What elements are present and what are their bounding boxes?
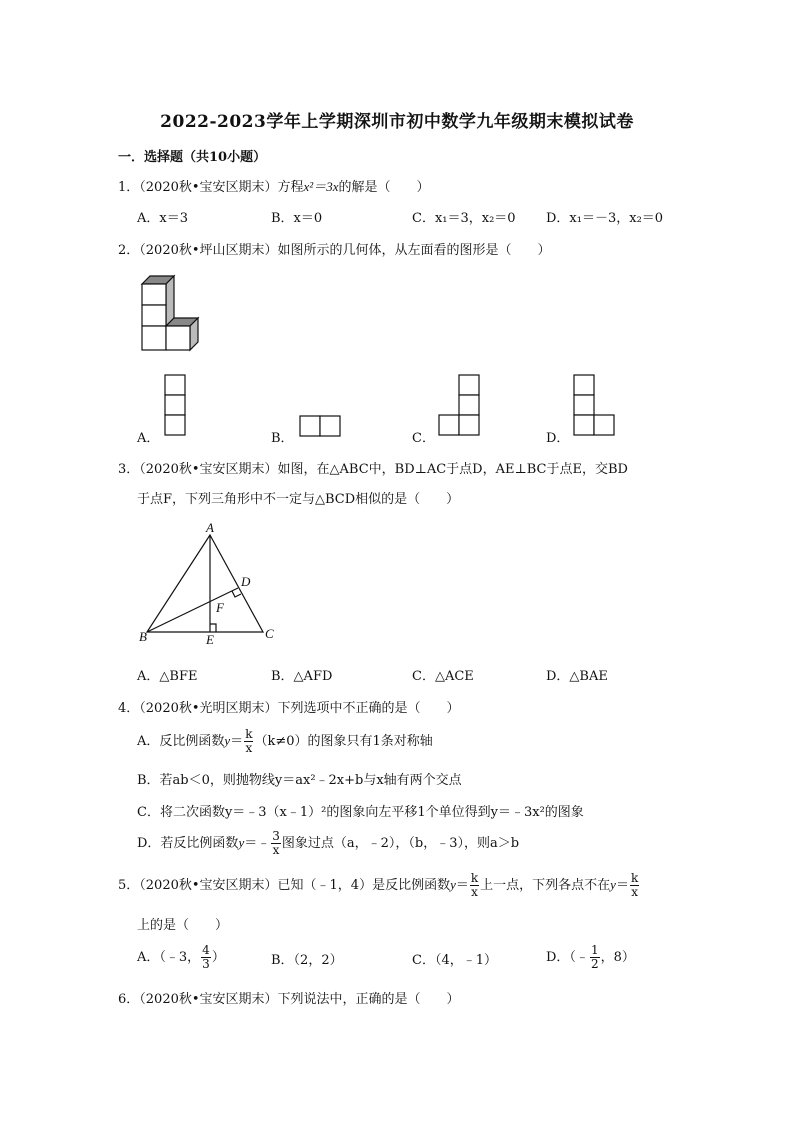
q3-triangle-figure: [135, 520, 285, 650]
q2-option-a-figure: [165, 375, 187, 437]
label-f: F: [216, 600, 224, 615]
q5-option-b: B．（2，2）: [271, 953, 343, 968]
label-a: A: [206, 520, 214, 535]
question-3-stem-line2: 于点F，下列三角形中不一定与△BCD相似的是（ ）: [137, 492, 460, 507]
question-5-stem-line2: 上的是（ ）: [137, 918, 229, 933]
q1-option-b: B．x＝0: [271, 211, 323, 226]
label-e: E: [206, 632, 214, 647]
q2-option-c: C．: [412, 431, 435, 446]
q3-option-b: B．△AFD: [271, 669, 333, 684]
q5-option-c: C．（4，﹣1）: [412, 953, 497, 968]
q1-equation: x²＝3x: [303, 179, 339, 194]
q2-option-b-figure: [300, 416, 344, 438]
q2-option-a: A．: [137, 431, 160, 446]
q3-option-c: C．△ACE: [412, 669, 474, 684]
q4-option-c: C．将二次函数y＝﹣3（x﹣1）²的图象向左平移1个单位得到y＝﹣3x²的图象: [137, 805, 584, 820]
section-heading: 一．选择题（共10小题）: [118, 150, 267, 165]
q5-option-a: A．（﹣3， $\frac{4}{3}$ ）: [137, 943, 225, 971]
q4-option-b: B．若ab＜0，则抛物线y＝ax²﹣2x+b与x轴有两个交点: [137, 773, 462, 788]
q1-option-a: A．x＝3: [137, 211, 188, 226]
question-6-stem: 6．（2020秋•宝安区期末）下列说法中，正确的是（ ）: [118, 992, 460, 1007]
q2-option-d-figure: [574, 375, 618, 437]
q2-option-c-figure: [439, 375, 483, 437]
label-c: C: [265, 626, 274, 641]
q4-option-d: D．若反比例函数y＝﹣ $\frac{3}{x}$ 图象过点（a，﹣2），（b，﹣3），则a＞b: [137, 829, 520, 857]
question-3-stem-line1: 3．（2020秋•宝安区期末）如图，在△ABC中，BD⊥AC于点D，AE⊥BC于点E，交BD: [118, 462, 628, 477]
q4-option-a: A．反比例函数y＝ $\frac{k}{x}$ （k≠0）的图象只有1条对称轴: [137, 727, 433, 755]
label-d: D: [241, 574, 251, 589]
question-4-stem: 4．（2020秋•光明区期末）下列选项中不正确的是（ ）: [118, 701, 460, 716]
question-2-stem: 2．（2020秋•坪山区期末）如图所示的几何体，从左面看的图形是（ ）: [118, 243, 551, 258]
page-title: 2022-2023学年上学期深圳市初中数学九年级期末模拟试卷: [160, 112, 634, 132]
q5-option-d: D．（﹣ $\frac{1}{2}$ ，8）: [546, 943, 635, 971]
q2-option-d: D．: [546, 431, 570, 446]
question-5-stem-line1: 5．（2020秋•宝安区期末）已知（﹣1，4）是反比例函数y＝ $\frac{k}{x}$ 上一点，下列各点不在y＝ $\frac{k}{x}$: [118, 871, 639, 899]
q1-option-d: D．x₁＝－3，x₂＝0: [546, 211, 664, 226]
q2-option-b: B．: [271, 431, 294, 446]
q3-option-a: A．△BFE: [137, 669, 198, 684]
q2-solid-figure: [142, 272, 202, 356]
label-b: B: [139, 629, 147, 644]
question-1-stem: 1．（2020秋•宝安区期末）方程x²＝3x的解是（ ）: [118, 179, 430, 195]
q1-option-c: C．x₁＝3，x₂＝0: [412, 211, 516, 226]
q3-option-d: D．△BAE: [546, 669, 608, 684]
